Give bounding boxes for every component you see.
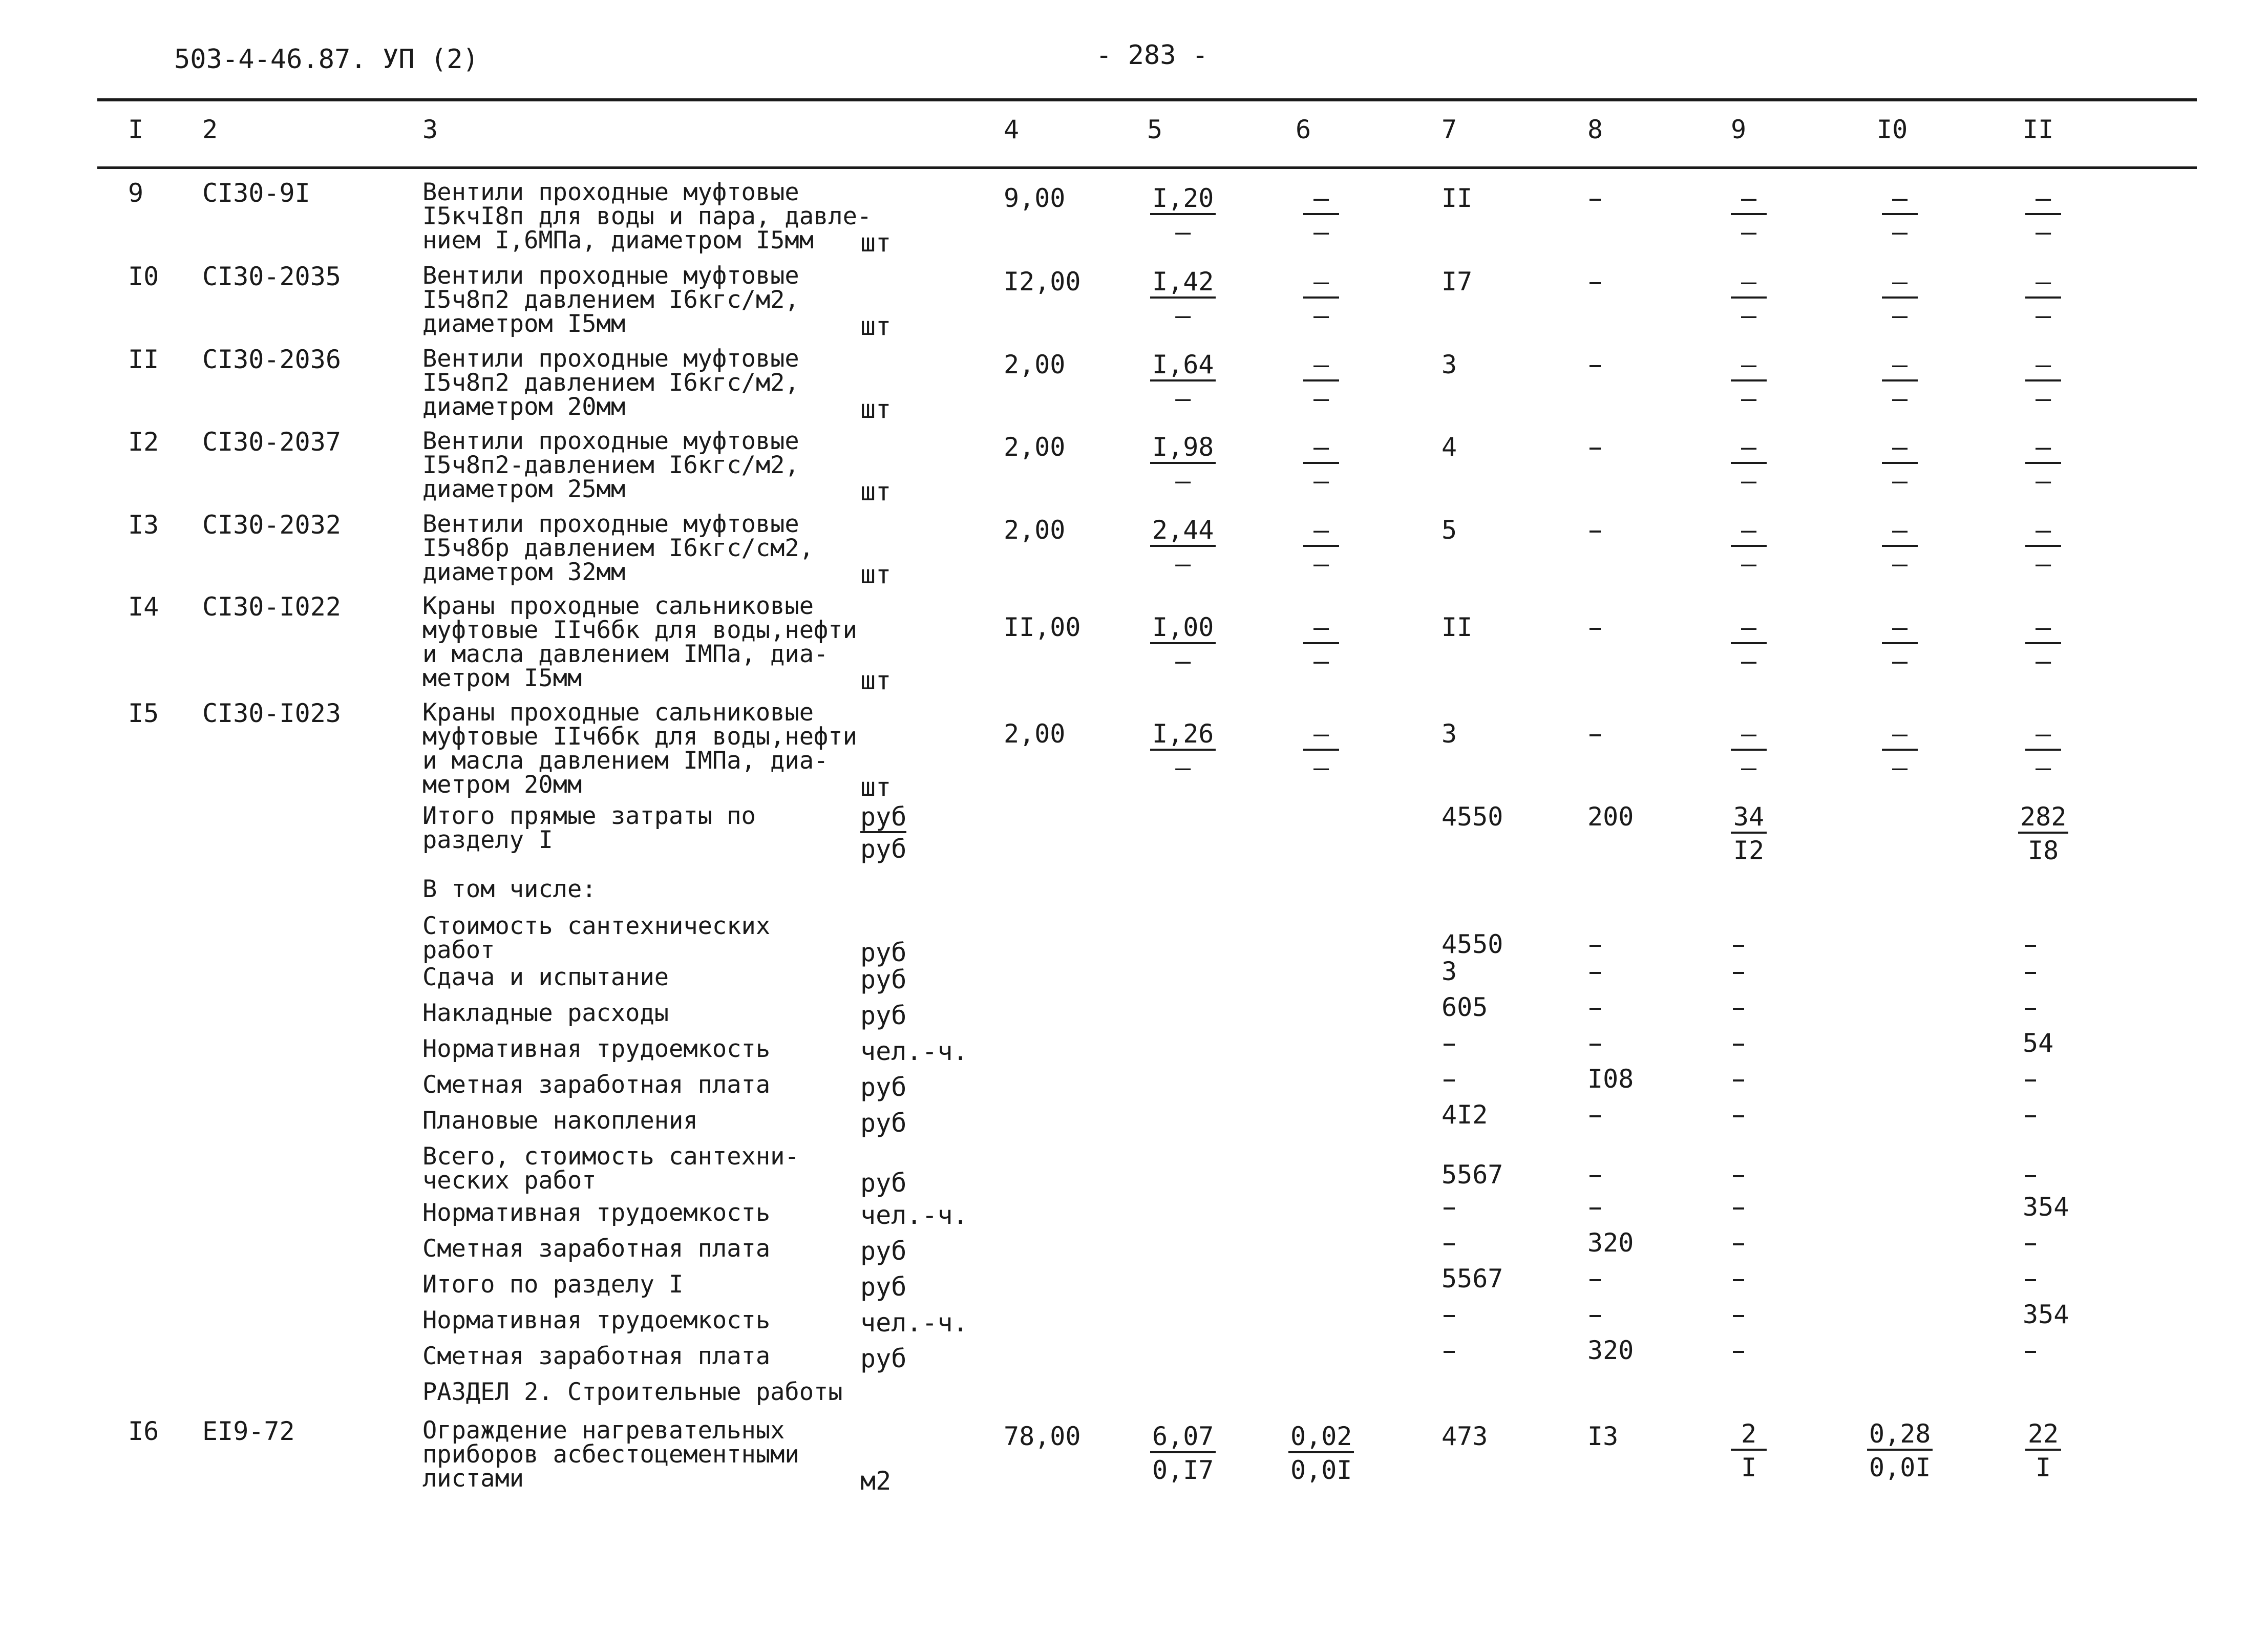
row-description-line: приборов асбестоцементными [422, 1440, 799, 1469]
summary-label: Нормативная трудоемкость [422, 1199, 771, 1227]
row-description-line: I5кчI8п для воды и пара, давле- [422, 202, 872, 230]
row-unit-price-numerator: I,42 [1150, 269, 1216, 299]
row-col6-denominator: – [1313, 301, 1329, 330]
row-col6-denominator: – [1313, 466, 1329, 496]
row-col9 [1731, 614, 1767, 674]
summary-label: Плановые накопления [422, 1107, 698, 1135]
summary-col8-dash [1589, 972, 1601, 974]
summary-col11-dash [2025, 972, 2036, 974]
row-total-cost: II [1442, 183, 1473, 213]
summary-label: Накладные расходы [422, 999, 669, 1027]
subtotal-col11 [2018, 804, 2068, 863]
row-col6 [1303, 185, 1339, 245]
row-description-line: Вентили проходные муфтовые [422, 510, 799, 538]
subtotal-total-cost: 4550 [1442, 802, 1503, 832]
row-col8: I3 [1587, 1422, 1619, 1451]
row-unit-price [1150, 269, 1216, 328]
row-col9-numerator: – [1731, 352, 1767, 381]
row-unit: шт [860, 666, 892, 695]
subtotal-label: Итого прямые затраты по [422, 802, 756, 830]
summary-total-cost-dash [1444, 1243, 1455, 1245]
row-col8-dash [1589, 448, 1601, 450]
row-description-line: муфтовые IIч6бк для воды,нефти [422, 616, 857, 644]
summary-col8-dash [1589, 1207, 1601, 1210]
summary-label: работ [422, 936, 495, 964]
row-col11-numerator: – [2025, 517, 2061, 547]
summary-col11-dash [2025, 1008, 2036, 1010]
row-code: CI30-2036 [202, 345, 341, 374]
row-col6-numerator: – [1303, 721, 1339, 751]
row-col9-denominator: – [1741, 753, 1757, 782]
row-col9 [1731, 269, 1767, 328]
row-code: CI30-9I [202, 178, 310, 208]
row-col6-denominator: – [1313, 646, 1329, 676]
row-col6 [1303, 269, 1339, 328]
row-description-line: нием I,6МПа, диаметром I5мм [422, 226, 814, 255]
summary-label: Стоимость сантехнических [422, 912, 771, 940]
row-col6-numerator: 0,02 [1288, 1424, 1354, 1453]
summary-label: Сметная заработная плата [422, 1071, 771, 1099]
row-col9 [1731, 721, 1767, 780]
row-col11 [2025, 1421, 2061, 1480]
column-header-7: 7 [1442, 115, 1457, 144]
summary-total-cost-dash [1444, 1079, 1455, 1081]
summary-col8-dash [1589, 1008, 1601, 1010]
row-unit-price-denominator: – [1175, 301, 1191, 330]
summary-label: ческих работ [422, 1167, 597, 1195]
summary-total-cost: 605 [1442, 992, 1488, 1022]
row-col11 [2025, 517, 2061, 577]
row-col10-numerator: – [1882, 434, 1918, 464]
row-quantity: 78,00 [1004, 1422, 1081, 1451]
summary-label: Нормативная трудоемкость [422, 1306, 771, 1334]
subtotal-col11-denominator: I8 [2028, 836, 2059, 865]
row-col6 [1303, 352, 1339, 411]
column-header-3: 3 [422, 115, 438, 144]
row-col11-denominator: – [2035, 217, 2051, 247]
row-description-line: диаметром 20мм [422, 393, 626, 421]
column-header-10: I0 [1877, 115, 1908, 144]
row-col6-numerator: – [1303, 269, 1339, 299]
row-col10-numerator: – [1882, 517, 1918, 547]
summary-col9-dash [1733, 1351, 1744, 1353]
row-col8-dash [1589, 734, 1601, 736]
row-col10-denominator: – [1892, 646, 1908, 676]
row-col9-numerator: – [1731, 517, 1767, 547]
row-col6 [1303, 721, 1339, 780]
summary-col8-dash [1589, 1279, 1601, 1281]
row-total-cost: II [1442, 612, 1473, 642]
row-col10-denominator: – [1892, 549, 1908, 579]
row-col10 [1882, 614, 1918, 674]
column-header-6: 6 [1296, 115, 1311, 144]
row-col9-denominator: – [1741, 466, 1757, 496]
row-unit: шт [860, 560, 892, 589]
row-col10 [1882, 185, 1918, 245]
row-col10-denominator: – [1892, 384, 1908, 413]
row-quantity: 2,00 [1004, 515, 1066, 545]
row-col11-denominator: – [2035, 466, 2051, 496]
summary-unit: чел.-ч. [860, 1036, 968, 1066]
summary-total-cost: 4I2 [1442, 1100, 1488, 1130]
summary-col8: I08 [1587, 1064, 1634, 1094]
row-description-line: Вентили проходные муфтовые [422, 262, 799, 290]
row-quantity: I2,00 [1004, 267, 1081, 296]
summary-unit: руб [860, 1272, 907, 1302]
row-col11-numerator: – [2025, 434, 2061, 464]
summary-col11-dash [2025, 1279, 2036, 1281]
row-col8-dash [1589, 199, 1601, 201]
row-col6 [1288, 1424, 1354, 1483]
row-unit-price [1150, 721, 1216, 780]
row-col10-numerator: – [1882, 269, 1918, 299]
row-col10-denominator: 0,0I [1869, 1453, 1931, 1482]
row-unit-price-denominator: 0,I7 [1152, 1455, 1214, 1485]
row-col10 [1882, 434, 1918, 494]
row-col6-denominator: – [1313, 549, 1329, 579]
row-col10-numerator: – [1882, 721, 1918, 751]
row-description-line: Краны проходные сальниковые [422, 698, 814, 727]
summary-col9-dash [1733, 972, 1744, 974]
row-total-cost: 4 [1442, 432, 1457, 462]
row-col8-dash [1589, 531, 1601, 533]
row-col9-numerator: – [1731, 185, 1767, 215]
row-number: II [128, 345, 159, 374]
row-description-line: Вентили проходные муфтовые [422, 427, 799, 455]
row-col6-denominator: – [1313, 217, 1329, 247]
row-number: I4 [128, 592, 159, 622]
row-col6 [1303, 614, 1339, 674]
row-col6 [1303, 434, 1339, 494]
summary-col9-dash [1733, 1279, 1744, 1281]
row-col11 [2025, 269, 2061, 328]
summary-label: Сметная заработная плата [422, 1342, 771, 1370]
row-unit-price-denominator: – [1175, 217, 1191, 247]
subtotal-label: разделу I [422, 826, 553, 854]
summary-unit: руб [860, 1108, 907, 1138]
summary-col11-dash [2025, 1079, 2036, 1081]
row-code: CI30-I023 [202, 698, 341, 728]
row-col6-denominator: – [1313, 753, 1329, 782]
summary-total-cost-dash [1444, 1044, 1455, 1046]
row-description-line: листами [422, 1465, 524, 1493]
summary-unit: руб [860, 965, 907, 994]
row-col10 [1867, 1421, 1933, 1480]
subtotal-unit-bottom: руб [860, 834, 907, 864]
row-col9-numerator: – [1731, 721, 1767, 751]
row-col10 [1882, 517, 1918, 577]
row-col11-denominator: – [2035, 753, 2051, 782]
row-col9 [1731, 434, 1767, 494]
subtotal-col9-numerator: 34 [1731, 804, 1767, 834]
summary-unit: руб [860, 1168, 907, 1198]
row-col9-denominator: – [1741, 301, 1757, 330]
row-col10-denominator: – [1892, 753, 1908, 782]
summary-col11: 354 [2023, 1300, 2069, 1329]
row-number: I2 [128, 427, 159, 457]
column-header-8: 8 [1587, 115, 1603, 144]
summary-col9-dash [1733, 945, 1744, 947]
row-unit-price-numerator: 6,07 [1150, 1424, 1216, 1453]
document-code: 503-4-46.87. УП (2) [174, 44, 479, 75]
table-header-rule [97, 166, 2197, 169]
row-number: I0 [128, 262, 159, 291]
row-unit-price-numerator: I,20 [1150, 185, 1216, 215]
row-col11-numerator: – [2025, 721, 2061, 751]
row-number: I5 [128, 698, 159, 728]
row-unit-price-numerator: I,26 [1150, 721, 1216, 751]
row-description-line: и масла давлением IМПа, диа- [422, 640, 829, 668]
row-col9-numerator: – [1731, 269, 1767, 299]
subtotal-unit [860, 804, 906, 862]
row-col11-numerator: – [2025, 614, 2061, 644]
row-col10-denominator: – [1892, 301, 1908, 330]
summary-label: Всего, стоимость сантехни- [422, 1142, 799, 1171]
row-col9 [1731, 1421, 1767, 1480]
summary-col8: 320 [1587, 1228, 1634, 1258]
row-col8-dash [1589, 365, 1601, 367]
subtotal-col9-denominator: I2 [1733, 836, 1765, 865]
row-col6-numerator: – [1303, 352, 1339, 381]
row-unit-price-numerator: 2,44 [1150, 517, 1216, 547]
row-col10 [1882, 352, 1918, 411]
row-unit-price [1150, 352, 1216, 411]
row-quantity: 2,00 [1004, 432, 1066, 462]
summary-unit: руб [860, 1001, 907, 1030]
row-total-cost: 5 [1442, 515, 1457, 545]
row-description-line: и масла давлением IМПа, диа- [422, 747, 829, 775]
row-unit-price-numerator: I,00 [1150, 614, 1216, 644]
row-col9 [1731, 185, 1767, 245]
row-unit: м2 [860, 1466, 892, 1496]
row-unit-price [1150, 185, 1216, 245]
row-unit: шт [860, 477, 892, 506]
column-header-9: 9 [1731, 115, 1747, 144]
row-total-cost: 3 [1442, 350, 1457, 379]
summary-unit: чел.-ч. [860, 1200, 968, 1230]
row-col6-numerator: – [1303, 517, 1339, 547]
subtotal-unit-top: руб [860, 804, 906, 833]
row-unit-price-numerator: I,98 [1150, 434, 1216, 464]
row-unit: шт [860, 311, 892, 341]
row-total-cost: 473 [1442, 1422, 1488, 1451]
row-col11-denominator: – [2035, 384, 2051, 413]
row-col9-denominator: – [1741, 217, 1757, 247]
summary-col9-dash [1733, 1115, 1744, 1117]
row-description-line: Краны проходные сальниковые [422, 592, 814, 620]
row-description-line: Вентили проходные муфтовые [422, 345, 799, 373]
summary-col8-dash [1589, 1175, 1601, 1177]
row-col9-numerator: 2 [1731, 1421, 1767, 1451]
row-total-cost: 3 [1442, 719, 1457, 749]
row-col11-numerator: 22 [2025, 1421, 2061, 1451]
summary-label: Сдача и испытание [422, 963, 669, 991]
row-unit-price [1150, 434, 1216, 494]
summary-total-cost: 3 [1442, 957, 1457, 986]
summary-col11-dash [2025, 1351, 2036, 1353]
row-col10 [1882, 721, 1918, 780]
row-quantity: II,00 [1004, 612, 1081, 642]
row-col11 [2025, 721, 2061, 780]
row-unit-price-denominator: – [1175, 646, 1191, 676]
row-col11-numerator: – [2025, 352, 2061, 381]
row-code: CI30-2032 [202, 510, 341, 540]
summary-total-cost-dash [1444, 1207, 1455, 1210]
summary-col9-dash [1733, 1315, 1744, 1317]
row-col11-denominator: – [2035, 549, 2051, 579]
summary-col9-dash [1733, 1079, 1744, 1081]
row-col6-numerator: – [1303, 614, 1339, 644]
row-col10-numerator: – [1882, 614, 1918, 644]
row-code: CI30-2035 [202, 262, 341, 291]
row-col9-denominator: – [1741, 384, 1757, 413]
row-col10 [1882, 269, 1918, 328]
row-col11-numerator: – [2025, 269, 2061, 299]
row-col10-denominator: – [1892, 217, 1908, 247]
row-col11-denominator: – [2035, 301, 2051, 330]
row-unit: шт [860, 394, 892, 424]
row-number: 9 [128, 178, 144, 208]
row-col11 [2025, 352, 2061, 411]
column-header-1: I [128, 115, 144, 144]
summary-col11-dash [2025, 1115, 2036, 1117]
row-unit-price-denominator: – [1175, 753, 1191, 782]
including-label: В том числе: [422, 875, 597, 903]
summary-unit: руб [860, 938, 907, 967]
row-col11 [2025, 185, 2061, 245]
subtotal-col8: 200 [1587, 802, 1634, 832]
section-2-title: РАЗДЕЛ 2. Строительные работы [422, 1378, 843, 1406]
summary-col11: 54 [2023, 1028, 2054, 1058]
table-top-rule [97, 98, 2197, 101]
page-number: - 283 - [1096, 40, 1209, 71]
summary-label: Сметная заработная плата [422, 1235, 771, 1263]
summary-total-cost: 4550 [1442, 929, 1503, 959]
summary-total-cost: 5567 [1442, 1160, 1503, 1190]
row-col10-denominator: – [1892, 466, 1908, 496]
summary-col8-dash [1589, 945, 1601, 947]
subtotal-col11-numerator: 282 [2018, 804, 2068, 834]
summary-label: Итого по разделу I [422, 1270, 684, 1299]
row-description-line: I5ч8п2-давлением I6кгс/м2, [422, 451, 799, 479]
summary-col9-dash [1733, 1207, 1744, 1210]
row-unit-price-denominator: – [1175, 549, 1191, 579]
row-description-line: I5ч8бр давлением I6кгс/см2, [422, 534, 814, 562]
row-unit-price-numerator: I,64 [1150, 352, 1216, 381]
row-col11-denominator: – [2035, 646, 2051, 676]
row-quantity: 2,00 [1004, 719, 1066, 749]
summary-col11: 354 [2023, 1192, 2069, 1222]
row-description-line: I5ч8п2 давлением I6кгс/м2, [422, 286, 799, 314]
row-number: I3 [128, 510, 159, 540]
row-description-line: метром I5мм [422, 664, 582, 692]
row-unit-price-denominator: – [1175, 466, 1191, 496]
row-col9-denominator: I [1741, 1453, 1757, 1482]
row-quantity: 2,00 [1004, 350, 1066, 379]
summary-col11-dash [2025, 945, 2036, 947]
row-unit-price [1150, 517, 1216, 577]
row-unit: шт [860, 772, 892, 802]
summary-col11-dash [2025, 1175, 2036, 1177]
row-col9 [1731, 352, 1767, 411]
row-code: CI30-I022 [202, 592, 341, 622]
summary-col11-dash [2025, 1243, 2036, 1245]
row-col11 [2025, 434, 2061, 494]
row-col11-denominator: I [2035, 1453, 2051, 1482]
row-col9-numerator: – [1731, 614, 1767, 644]
summary-total-cost-dash [1444, 1351, 1455, 1353]
row-code: CI30-2037 [202, 427, 341, 457]
row-description-line: Ограждение нагревательных [422, 1416, 785, 1445]
row-col10-numerator: 0,28 [1867, 1421, 1933, 1451]
summary-col9-dash [1733, 1044, 1744, 1046]
row-number: I6 [128, 1416, 159, 1446]
row-col8-dash [1589, 628, 1601, 630]
summary-col8-dash [1589, 1315, 1601, 1317]
summary-col9-dash [1733, 1175, 1744, 1177]
summary-total-cost: 5567 [1442, 1264, 1503, 1293]
row-col6-numerator: – [1303, 185, 1339, 215]
row-col9-denominator: – [1741, 549, 1757, 579]
summary-col9-dash [1733, 1008, 1744, 1010]
row-description-line: диаметром I5мм [422, 310, 626, 338]
summary-col8-dash [1589, 1115, 1601, 1117]
row-unit-price-denominator: – [1175, 384, 1191, 413]
row-code: EI9-72 [202, 1416, 295, 1446]
row-unit-price [1150, 614, 1216, 674]
summary-unit: руб [860, 1072, 907, 1102]
column-header-4: 4 [1004, 115, 1020, 144]
summary-col9-dash [1733, 1243, 1744, 1245]
row-col6-denominator: – [1313, 384, 1329, 413]
row-col9-numerator: – [1731, 434, 1767, 464]
row-description-line: диаметром 25мм [422, 475, 626, 503]
summary-unit: чел.-ч. [860, 1308, 968, 1338]
summary-unit: руб [860, 1236, 907, 1266]
row-col11-numerator: – [2025, 185, 2061, 215]
summary-total-cost-dash [1444, 1315, 1455, 1317]
column-header-5: 5 [1147, 115, 1163, 144]
row-col9-denominator: – [1741, 646, 1757, 676]
row-unit-price [1150, 1424, 1216, 1483]
summary-col8-dash [1589, 1044, 1601, 1046]
row-quantity: 9,00 [1004, 183, 1066, 213]
row-col10-numerator: – [1882, 352, 1918, 381]
row-description-line: метром 20мм [422, 771, 582, 799]
row-description-line: муфтовые IIч6бк для воды,нефти [422, 723, 857, 751]
row-col8-dash [1589, 282, 1601, 284]
row-col10-numerator: – [1882, 185, 1918, 215]
row-col6 [1303, 517, 1339, 577]
column-header-2: 2 [202, 115, 218, 144]
row-col6-denominator: 0,0I [1290, 1455, 1352, 1485]
row-total-cost: I7 [1442, 267, 1473, 296]
row-description-line: Вентили проходные муфтовые [422, 178, 799, 206]
row-col6-numerator: – [1303, 434, 1339, 464]
summary-unit: руб [860, 1344, 907, 1373]
column-header-11: II [2023, 115, 2054, 144]
row-description-line: I5ч8п2 давлением I6кгс/м2, [422, 369, 799, 397]
row-col9 [1731, 517, 1767, 577]
row-unit: шт [860, 228, 892, 258]
subtotal-col9 [1731, 804, 1767, 863]
summary-col8: 320 [1587, 1335, 1634, 1365]
summary-label: Нормативная трудоемкость [422, 1035, 771, 1063]
row-description-line: диаметром 32мм [422, 558, 626, 586]
row-col11 [2025, 614, 2061, 674]
